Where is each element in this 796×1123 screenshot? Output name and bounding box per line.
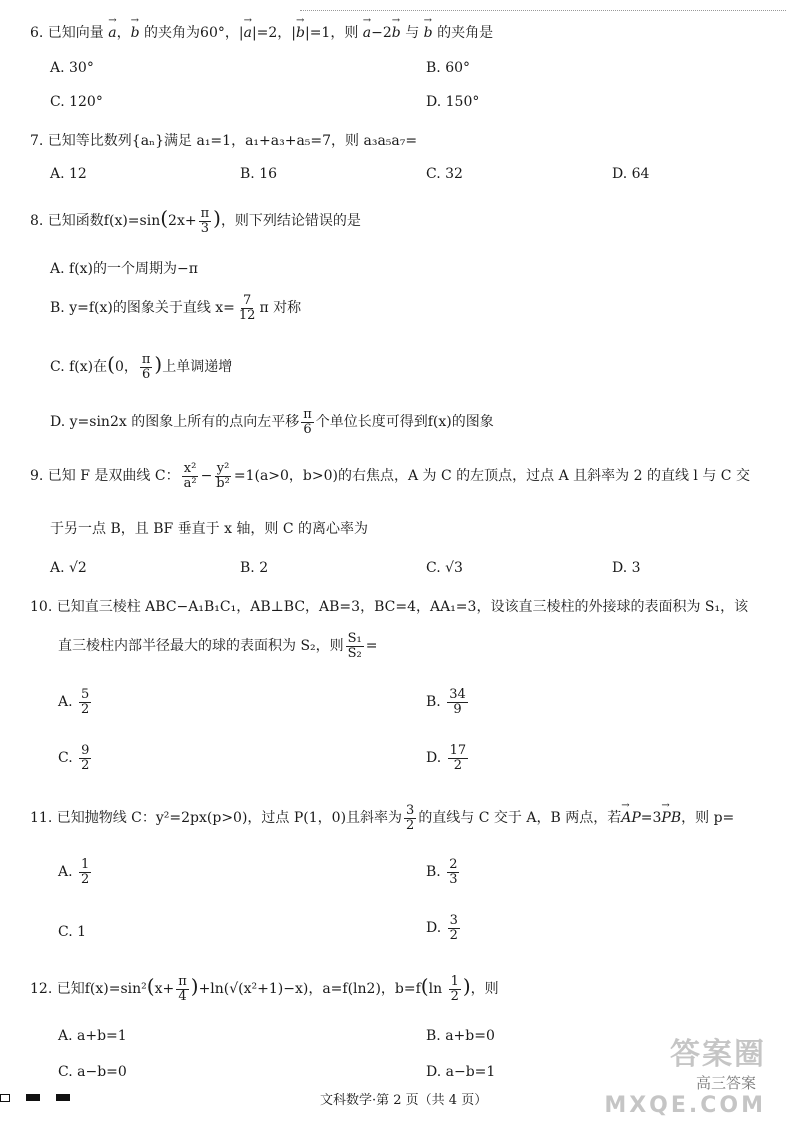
q10-option-d[interactable]: D. $\frac{17}{2}$: [426, 743, 467, 773]
q6-option-a[interactable]: A. 30°: [50, 60, 94, 76]
q10-option-a[interactable]: A. $\frac{5}{2}$: [58, 687, 90, 717]
q12-option-a[interactable]: A. a+b=1: [58, 1028, 127, 1044]
q9-option-a[interactable]: A. √2: [50, 560, 87, 576]
question-9: 9. 已知 F 是双曲线 C： $\frac{\text{x²}}{\text{a²}}$ − $\frac{\text{y²}}{\text{b²}}$ =1(a>0，b>0)的右焦点，A 为 C 的左顶点，过点 A 且斜率为 2 的直线 l 与 C 交: [30, 461, 750, 491]
q6-option-d[interactable]: D. 150°: [426, 94, 480, 110]
q6-text-mid: 的夹角为60°，|: [144, 25, 244, 41]
registration-mark: [0, 1094, 10, 1102]
q8-option-a[interactable]: A. f(x)的一个周期为−π: [50, 261, 198, 277]
watermark-site: MXQE.COM: [604, 1093, 766, 1118]
question-8: 8. 已知函数f(x)=sin(2x+ $\frac{\pi}{3}$ )，则下列结论错误的是: [30, 205, 361, 236]
top-divider: [300, 10, 786, 11]
q7-option-a[interactable]: A. 12: [50, 166, 87, 182]
q6-option-c[interactable]: C. 120°: [50, 94, 103, 110]
q8-frac-pi-3: $\frac{\pi}{3}$: [200, 205, 210, 236]
question-6: 6. 已知向量 → a，→ b 的夹角为60°，|→ a|=2，|→ b|=1，则 → a−2→ b 与 → b 的夹角是: [30, 22, 493, 42]
registration-mark: [26, 1094, 40, 1101]
q10-option-b[interactable]: B. $\frac{34}{9}$: [426, 687, 466, 717]
question-7: 7. 已知等比数列{aₙ}满足 a₁=1，a₁+a₃+a₅=7，则 a₃a₅a₇=: [30, 133, 418, 149]
q8-option-c[interactable]: C. f(x)在(0， $\frac{\pi}{6}$ )上单调递增: [50, 351, 233, 382]
registration-mark: [56, 1094, 70, 1101]
q11-option-c[interactable]: C. 1: [58, 924, 87, 940]
q8-option-b[interactable]: B. y=f(x)的图象关于直线 x= $\frac{7}{12}$ π 对称: [50, 293, 302, 323]
q12-option-b[interactable]: B. a+b=0: [426, 1028, 495, 1044]
q10-option-c[interactable]: C. $\frac{9}{2}$: [58, 743, 90, 773]
q11-option-b[interactable]: B. $\frac{2}{3}$: [426, 857, 458, 887]
question-10: 10. 已知直三棱柱 ABC−A₁B₁C₁，AB⊥BC，AB=3，BC=4，AA₁=3，设该直三棱柱的外接球的表面积为 S₁，该: [30, 599, 749, 615]
watermark-channel: 高三答案: [695, 1074, 756, 1092]
q12-option-c[interactable]: C. a−b=0: [58, 1064, 127, 1080]
vector-a: → a: [108, 25, 116, 41]
q9-option-d[interactable]: D. 3: [612, 560, 641, 576]
q6-text-end: 的夹角是: [437, 25, 494, 41]
q7-option-d[interactable]: D. 64: [612, 166, 650, 182]
q12-option-d[interactable]: D. a−b=1: [426, 1064, 496, 1080]
q10-line2: 直三棱柱内部半径最大的球的表面积为 S₂，则 $\frac{\text{S₁}}{\text{S₂}}$ =: [58, 631, 378, 661]
q11-option-d[interactable]: D. $\frac{3}{2}$: [426, 913, 458, 943]
vector-b: → b: [131, 25, 140, 41]
page-number: 文科数学·第 2 页（共 4 页）: [320, 1093, 488, 1108]
q9-option-c[interactable]: C. √3: [426, 560, 463, 576]
watermark-logo: 答案圈: [670, 1037, 766, 1072]
q7-option-b[interactable]: B. 16: [240, 166, 278, 182]
question-12: 12. 已知f(x)=sin²(x+ $\frac{\pi}{4}$ )+ln(√(x²+1)−x)，a=f(ln2)，b=f(ln $\frac{1}{2}$ )，则: [30, 973, 499, 1004]
q6-option-b[interactable]: B. 60°: [426, 60, 471, 76]
q11-option-a[interactable]: A. $\frac{1}{2}$: [58, 857, 90, 887]
page-footer: [0, 1089, 796, 1109]
q9-line2: 于另一点 B，且 BF 垂直于 x 轴，则 C 的离心率为: [50, 521, 369, 537]
q6-text-pre: 6. 已知向量: [30, 25, 104, 41]
q9-option-b[interactable]: B. 2: [240, 560, 269, 576]
question-11: 11. 已知抛物线 C：y²=2px(p>0)，过点 P(1，0)且斜率为 $\frac{3}{2}$ 的直线与 C 交于 A，B 两点，若→ AP=3→ PB，则 p=: [30, 804, 734, 832]
q8-option-d[interactable]: D. y=sin2x 的图象上所有的点向左平移 $\frac{\pi}{6}$ 个单位长度可得到f(x)的图象: [50, 407, 494, 437]
q7-option-c[interactable]: C. 32: [426, 166, 463, 182]
